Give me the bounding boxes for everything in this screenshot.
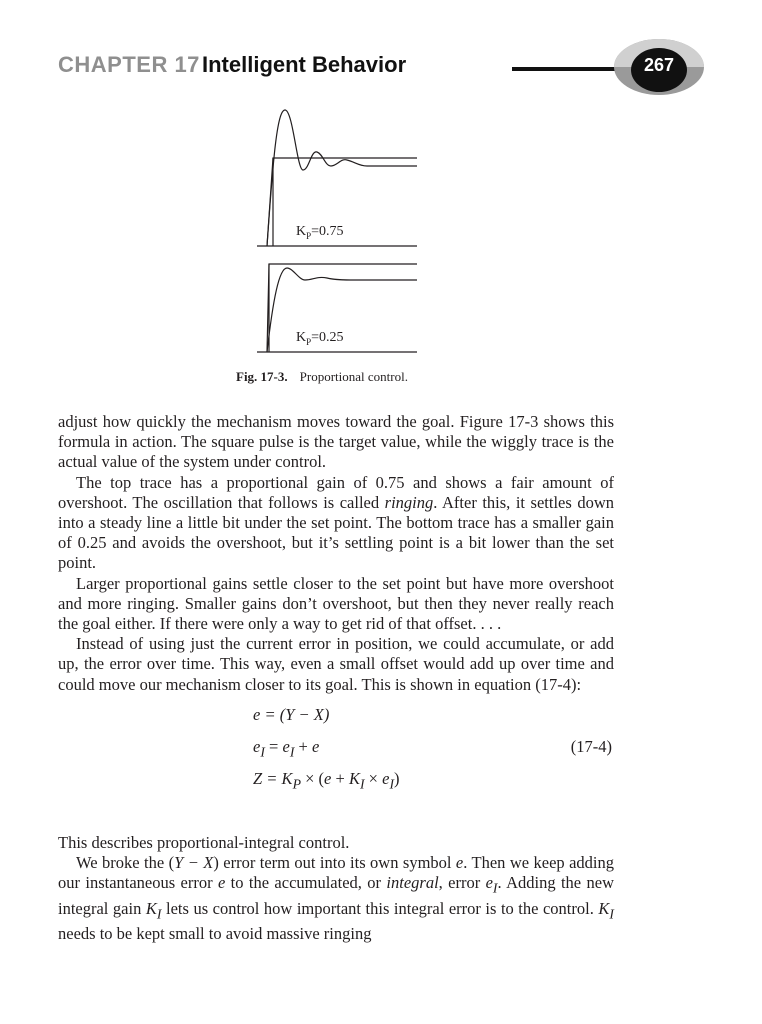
caption-text: Proportional control. [299,369,408,384]
chapter-title: Intelligent Behavior [202,52,407,77]
paragraph-4: Instead of using just the current error in position, we could accumulate, or add up, the error over time. This way, even a small offset would add up over time and could move our mechanism closer to its goal. This is shown in equation (17-4): [58,634,614,694]
paragraph-5: This describes proportional-integral control. [58,833,350,852]
page-header [0,0,762,110]
figure-caption [236,369,408,385]
paragraph-6: We broke the (Y − X) error term out into its own symbol e. Then we keep adding our instantaneous error e to the accumulated, or integral, error $e_I$. Adding the new integral gain $K_I$ lets us control how important this integral error is to the control. $K_I$ needs to be kept small to avoid massive ringing [58,853,614,944]
equation-number: (17-4) [570,736,612,756]
equation-line-3: $Z = K_P \times (e + K_I \times e_I)$ [253,768,400,792]
figure-17-3 [0,100,762,400]
paragraph-2: The top trace has a proportional gain of 0.75 and shows a fair amount of overshoot. The oscillation that follows is called ringing. After this, it settles down into a steady line a little bit under the set point. The bottom trace has a smaller gain of 0.25 and avoids the overshoot, but it’s settling point is a bit lower than the set point. [58,472,614,573]
chapter-label: CHAPTER 17 [58,52,200,77]
page-number: 267 [643,55,675,75]
body-text-continued [58,833,614,945]
body-text [58,412,614,791]
equation-line-2: $e_I = e_I + e$ [253,736,320,760]
equation-line-1: e = (Y − X) [253,704,330,724]
paragraph-3: Larger proportional gains settle closer to the set point but have more overshoot and more ringing. Smaller gains don’t overshoot, but then they never really reach the goal either. If there were only a way to get rid of that offset. . . . [58,573,614,634]
paragraph-1: adjust how quickly the mechanism moves toward the goal. Figure 17-3 shows this formula in action. The square pulse is the target value, while the wiggly trace is the actual value of the system under control. [58,412,614,472]
caption-number: Fig. 17-3. [236,369,288,384]
equation-17-4 [58,695,614,791]
top-gain-label: $K_P=0.75$ [296,224,344,241]
bottom-gain-label: $K_P=0.25$ [296,330,344,347]
